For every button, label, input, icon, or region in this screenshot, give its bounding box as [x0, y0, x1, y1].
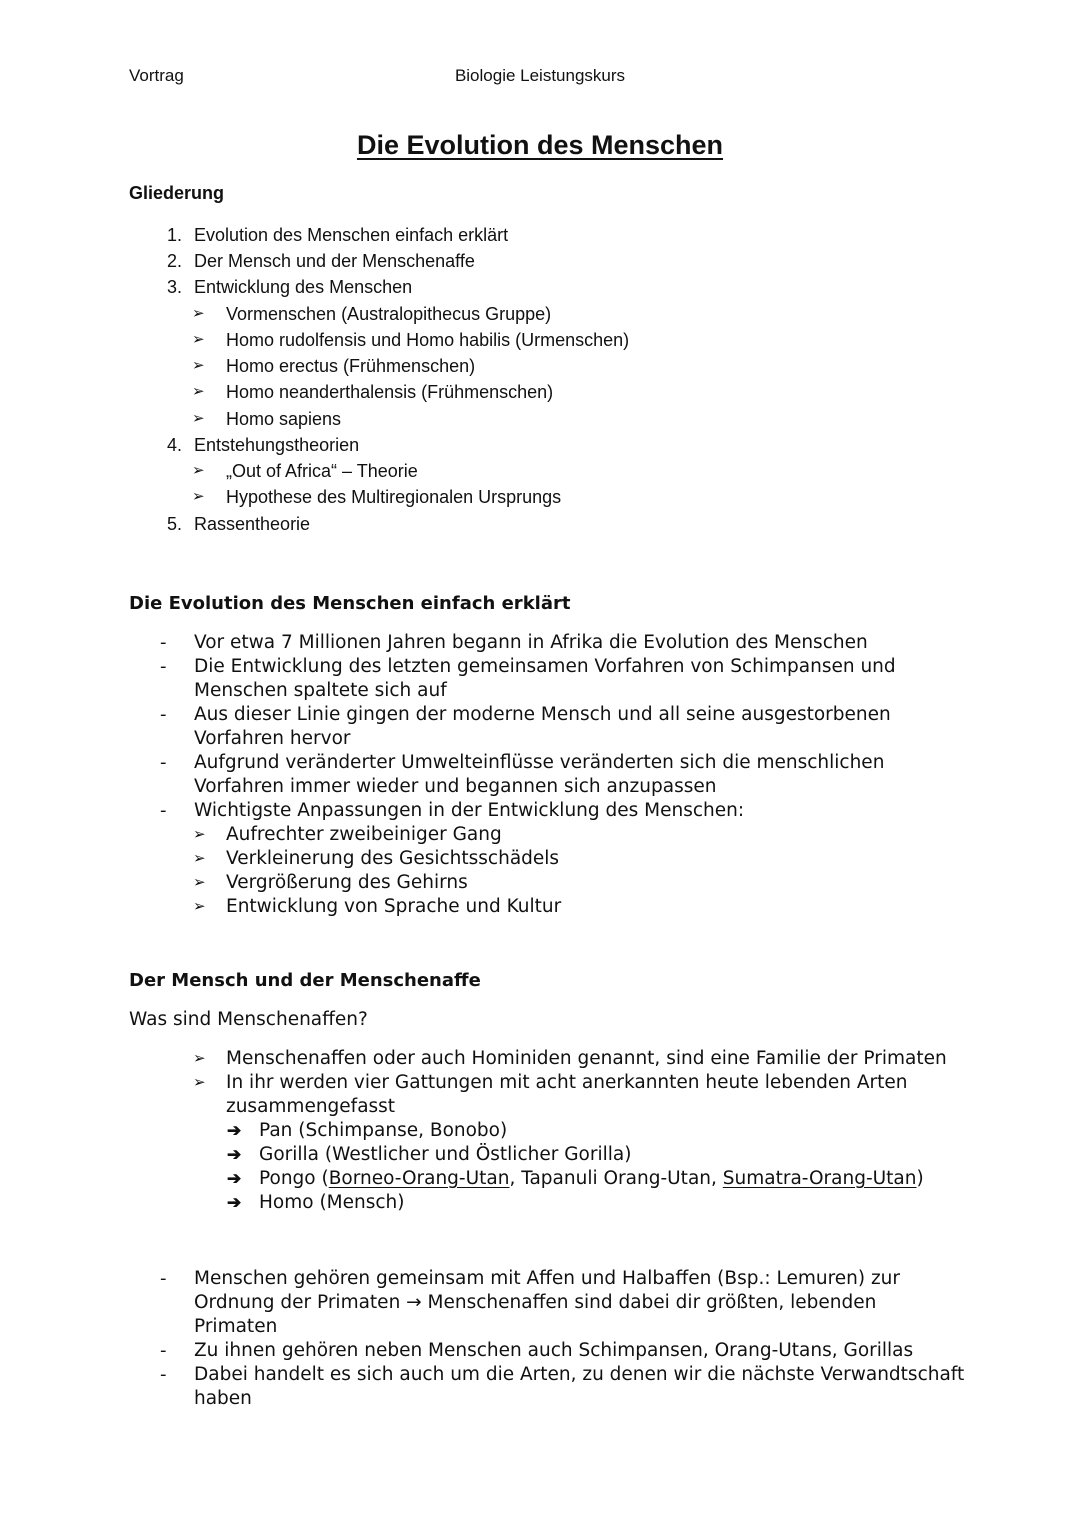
outline-heading: Gliederung [129, 183, 225, 203]
right-arrow-icon: ➔ [227, 1169, 242, 1188]
right-arrow-icon: ➔ [227, 1193, 242, 1212]
paragraph-line: haben [194, 1388, 252, 1409]
arrowhead-bullet-icon: ➢ [192, 462, 205, 479]
dash-bullet: - [160, 1268, 167, 1289]
genus-item: Gorilla (Westlicher und Östlicher Gorilla) [259, 1144, 632, 1165]
paragraph-line: Menschen gehören gemeinsam mit Affen und Halbaffen (Bsp.: Lemuren) zur [194, 1268, 901, 1289]
header-left: Vortrag [129, 66, 184, 85]
dash-bullet: - [160, 704, 167, 725]
adaptation-item: Vergrößerung des Gehirns [226, 872, 468, 893]
dash-bullet: - [160, 632, 167, 653]
right-arrow-icon: ➔ [227, 1145, 242, 1164]
outline-item-number: 5. [166, 514, 182, 534]
outline-subitem-text: Homo erectus (Frühmenschen) [226, 356, 476, 376]
genus-text: Pongo ( [259, 1168, 329, 1189]
arrowhead-bullet-icon: ➢ [192, 488, 205, 505]
ape-point: Menschenaffen oder auch Hominiden genannt, sind eine Familie der Primaten [226, 1048, 947, 1069]
paragraph-line: Primaten [194, 1316, 278, 1337]
genus-text: , Tapanuli Orang-Utan, [509, 1168, 723, 1189]
dash-bullet: - [160, 800, 167, 821]
arrowhead-bullet-icon: ➢ [192, 331, 205, 348]
paragraph-line: Vor etwa 7 Millionen Jahren begann in Afrika die Evolution des Menschen [194, 632, 868, 653]
arrowhead-bullet-icon: ➢ [192, 410, 205, 427]
borneo-orang-utan-link[interactable]: Borneo-Orang-Utan [328, 1168, 510, 1189]
paragraph-line: Vorfahren immer wieder und begannen sich anzupassen [194, 776, 717, 797]
adaptation-item: Entwicklung von Sprache und Kultur [226, 896, 562, 917]
outline-subitem-text: Hypothese des Multiregionalen Ursprungs [226, 487, 562, 507]
outline-item-text: Entwicklung des Menschen [194, 277, 413, 297]
outline-item-number: 1. [166, 225, 182, 245]
dash-bullet: - [160, 1340, 167, 1361]
outline-item-number: 4. [166, 435, 182, 455]
ape-point: zusammengefasst [226, 1096, 396, 1117]
outline-item-text: Der Mensch und der Menschenaffe [194, 251, 475, 271]
paragraph-line: Menschen spaltete sich auf [194, 680, 447, 701]
dash-bullet: - [160, 752, 167, 773]
arrowhead-bullet-icon: ➢ [192, 305, 205, 322]
ape-point: In ihr werden vier Gattungen mit acht anerkannten heute lebenden Arten [226, 1072, 908, 1093]
paragraph-line: Die Entwicklung des letzten gemeinsamen Vorfahren von Schimpansen und [194, 656, 896, 677]
paragraph-line: Wichtigste Anpassungen in der Entwicklung des Menschen: [194, 800, 745, 821]
header-center: Biologie Leistungskurs [454, 66, 626, 85]
section-heading-apes: Der Mensch und der Menschenaffe [129, 970, 481, 991]
outline-item-number: 3. [166, 277, 182, 297]
adaptation-item: Aufrechter zweibeiniger Gang [226, 824, 502, 845]
paragraph-line: Vorfahren hervor [194, 728, 351, 749]
adaptation-item: Verkleinerung des Gesichtsschädels [226, 848, 560, 869]
paragraph-line: Ordnung der Primaten → Menschenaffen sind dabei dir größten, lebenden [194, 1292, 877, 1313]
outline-item-text: Evolution des Menschen einfach erklärt [194, 225, 509, 245]
dash-bullet: - [160, 656, 167, 677]
outline-item-text: Rassentheorie [194, 514, 311, 534]
arrowhead-bullet-icon: ➢ [192, 357, 205, 374]
outline-subitem-text: Homo sapiens [226, 409, 342, 429]
paragraph-line: Zu ihnen gehören neben Menschen auch Schimpansen, Orang-Utans, Gorillas [194, 1340, 914, 1361]
outline-item-text: Entstehungstheorien [194, 435, 360, 455]
section-question: Was sind Menschenaffen? [129, 1009, 368, 1030]
arrowhead-bullet-icon: ➢ [193, 1051, 206, 1067]
dash-bullet: - [160, 1364, 167, 1385]
paragraph-line: Aufgrund veränderter Umwelteinflüsse veränderten sich die menschlichen [194, 752, 885, 773]
genus-item [259, 1167, 924, 1191]
arrowhead-bullet-icon: ➢ [192, 383, 205, 400]
genus-item: Homo (Mensch) [259, 1192, 405, 1213]
arrowhead-bullet-icon: ➢ [193, 1075, 206, 1091]
paragraph-line: Dabei handelt es sich auch um die Arten, zu denen wir die nächste Verwandtschaft [194, 1364, 965, 1385]
page-title: Die Evolution des Menschen [356, 130, 724, 160]
paragraph-line: Aus dieser Linie gingen der moderne Mensch und all seine ausgestorbenen [194, 704, 891, 725]
right-arrow-icon: ➔ [227, 1121, 242, 1140]
genus-text: ) [916, 1168, 924, 1189]
outline-subitem-text: Homo neanderthalensis (Frühmenschen) [226, 382, 554, 402]
outline-subitem-text: Homo rudolfensis und Homo habilis (Urmenschen) [226, 330, 630, 350]
arrowhead-bullet-icon: ➢ [193, 827, 206, 843]
genus-item: Pan (Schimpanse, Bonobo) [259, 1120, 508, 1141]
outline-subitem-text: Vormenschen (Australopithecus Gruppe) [226, 304, 552, 324]
outline-item-number: 2. [166, 251, 182, 271]
arrowhead-bullet-icon: ➢ [193, 899, 206, 915]
section-heading-evolution: Die Evolution des Menschen einfach erklärt [129, 593, 571, 614]
sumatra-orang-utan-link[interactable]: Sumatra-Orang-Utan [722, 1168, 917, 1189]
arrowhead-bullet-icon: ➢ [193, 851, 206, 867]
outline-subitem-text: „Out of Africa“ – Theorie [226, 461, 418, 481]
arrowhead-bullet-icon: ➢ [193, 875, 206, 891]
